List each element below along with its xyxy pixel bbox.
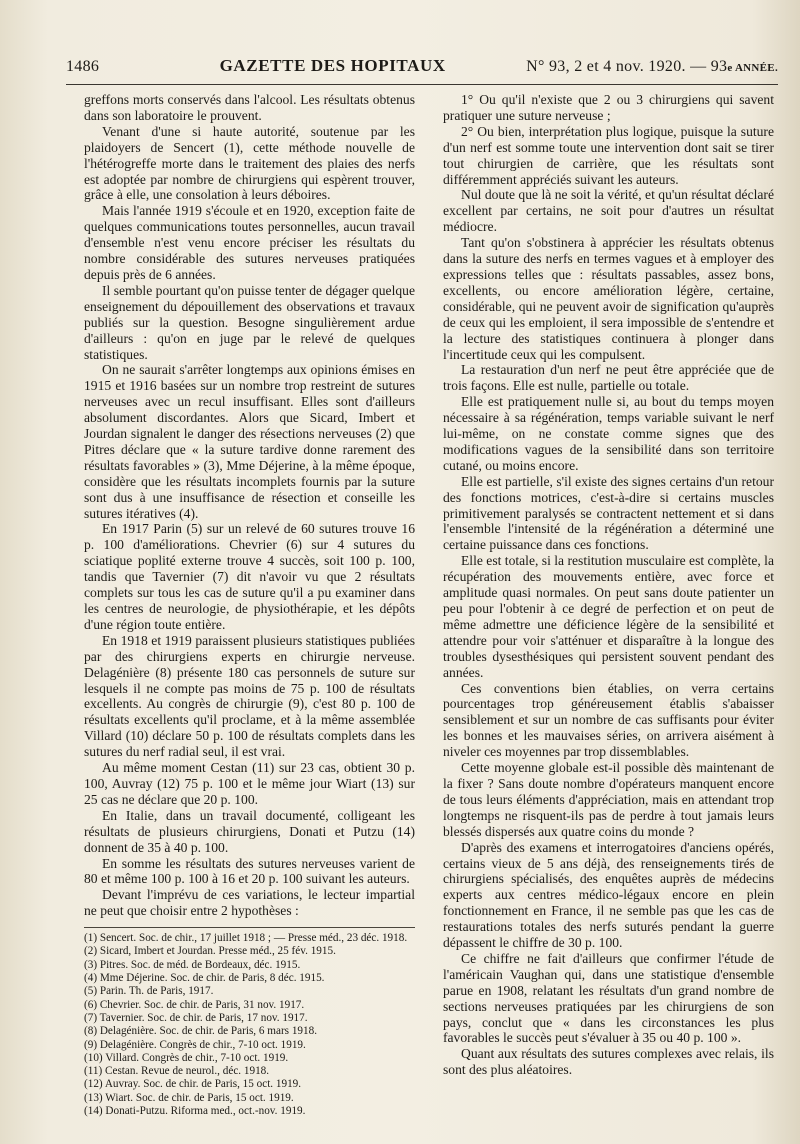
paragraph: greffons morts conservés dans l'alcool. Les résultats obtenus dans son laboratoire le prouvent. (84, 92, 415, 123)
paragraph: Venant d'une si haute autorité, soutenue par les plaidoyers de Sencert (1), cette méthode nouvelle de l'hétérogreffe morte dans le traitement des plaies des nerfs est adoptée par nombre de chirurgiens qui espèrent trouver, grâce à elle, une consolation à leurs déboires. (84, 123, 415, 203)
paragraph: Nul doute que là ne soit la vérité, et qu'un résultat déclaré excellent par certains, ne soit pour d'autres un résultat médiocre. (443, 187, 774, 235)
left-column (84, 92, 415, 1134)
footnote: (6) Chevrier. Soc. de chir. de Paris, 31 nov. 1917. (84, 998, 305, 1011)
footnote: (5) Parin. Th. de Paris, 1917. (84, 985, 214, 998)
paragraph: 2° Ou bien, interprétation plus logique, puisque la suture d'un nerf est somme toute une intervention dont sait se tirer tout chirurgien de carrière, que les résultats sont différemment appréciés suivant les auteurs. (443, 123, 774, 187)
footnotes (84, 932, 415, 1118)
paragraph: La restauration d'un nerf ne peut être appréciée que de trois façons. Elle est nulle, partielle ou totale. (443, 362, 774, 394)
paragraph: En 1918 et 1919 paraissent plusieurs statistiques publiées par des chirurgiens experts en chirurgie nerveuse. Delagénière (8) présente 180 cas personnels de suture sur lesquels il ne compte pas moins de 75 p. 100 de résultats excellents. Au congrès de chirurgie (9), c'est 80 p. 100 de résultats excellents qu'il proclame, et à la même assemblée Villard (10) déclare 50 p. 100 de résultats complets dans les sutures du nerf radial seul, il est vrai. (84, 632, 415, 760)
footnote: (12) Auvray. Soc. de chir. de Paris, 15 oct. 1919. (84, 1078, 302, 1091)
paragraph: On ne saurait s'arrêter longtemps aux opinions émises en 1915 et 1916 basées sur un nombre trop restreint de sutures nerveuses avec un recul insuffisant. Elles sont d'ailleurs absolument discordantes. Alors que Sicard, Imbert et Jourdan signalent le danger des résections nerveuses (2) que Pitres déclare que « la suture tardive donne rarement des résultats favorables » (3), Mme Déjerine, à la même époque, considère que les résultats incomplets fournis par la suture sont dus à une insuffisance de résection et conseille les sutures itératives (4). (84, 362, 415, 521)
paragraph: 1° Ou qu'il n'existe que 2 ou 3 chirurgiens qui savent pratiquer une suture nerveuse ; (443, 92, 774, 123)
paragraph: Il semble pourtant qu'on puisse tenter de dégager quelque enseignement du dépouillement des observations et travaux publiés sur la question. Besogne singulièrement ardue d'ailleurs : qu'on en juge par le relevé de quelques statistiques. (84, 282, 415, 362)
footnote: (10) Villard. Congrès de chir., 7-10 oct. 1919. (84, 1051, 289, 1064)
paragraph: Elle est pratiquement nulle si, au bout du temps moyen nécessaire à sa régénération, temps variable suivant le nerf lui-même, on ne constate comme signes que des modifications vagues de la sensibilité dans son territoire cutané, ou moins encore. (443, 394, 774, 473)
page-number: 1486 (66, 58, 100, 75)
paragraph: Cette moyenne globale est-il possible dès maintenant de la fixer ? Sans doute nombre d'opérateurs manquent encore de tous leurs éléments d'appréciation, mais en attendant trop longtemps ne risquent-ils pas de perdre à tout jamais leurs blessés dispersés aux quatre coins du monde ? (443, 760, 774, 839)
footnotes-separator (84, 927, 415, 928)
article-columns (84, 92, 774, 1134)
paragraph: Elle est partielle, s'il existe des signes certains d'un retour des fonctions motrices, c'est-à-dire si certains muscles primitivement paralysés se contractent nettement et si dans l'ensemble l'intensité de la régénération a déterminé une certaine puissance dans ces fonctions. (443, 473, 774, 553)
footnote: (14) Donati-Putzu. Riforma med., oct.-nov. 1919. (84, 1104, 306, 1117)
footnote: (7) Tavernier. Soc. de chir. de Paris, 17 nov. 1917. (84, 1011, 308, 1024)
right-column (443, 92, 774, 1134)
left-paragraphs (84, 92, 415, 919)
footnote: (9) Delagénière. Congrès de chir., 7-10 oct. 1919. (84, 1038, 306, 1051)
paragraph: En 1917 Parin (5) sur un relevé de 60 sutures trouve 16 p. 100 d'améliorations. Chevrier (6) sur 4 sutures du sciatique poplité externe trouve 4 succès, soit 100 p. 100, tandis que Tavernier (7) dit n'avoir vu que 2 résultats complets sur tous les cas de suture qu'il a pu examiner dans les centres de neurologie, de physiothérapie, et les dépôts d'une région toute entière. (84, 521, 415, 632)
paragraph: En somme les résultats des sutures nerveuses varient de 80 et même 100 p. 100 à 16 et 20 p. 100 suivant les auteurs. (84, 855, 415, 887)
footnote: (8) Delagénière. Soc. de chir. de Paris, 6 mars 1918. (84, 1025, 318, 1038)
paragraph: Mais l'année 1919 s'écoule et en 1920, exception faite de quelques communications toutes personnelles, aucun travail d'ensemble n'est venu encore préciser les résultats du nombre considérable des sutures nerveuses pratiquées depuis près de 6 années. (84, 203, 415, 282)
issue-info (526, 58, 778, 76)
paragraph: Quant aux résultats des sutures complexes avec relais, ils sont des plus aléatoires. (443, 1046, 774, 1078)
issue-suffix: e ANNÉE. (727, 62, 778, 74)
footnote: (11) Cestan. Revue de neurol., déc. 1918. (84, 1065, 270, 1078)
paragraph: Ces conventions bien établies, on verra certains pourcentages trop généreusement établis s'abaisser sensiblement et sur un nombre de cas suffisants pour éviter les bonnes et les mauvaises séries, on arrivera aisément à niveler ces moyennes par trop dissemblables. (443, 680, 774, 760)
paragraph: Au même moment Cestan (11) sur 23 cas, obtient 30 p. 100, Auvray (12) 75 p. 100 et le même jour Wiart (13) sur 25 cas ne déclare que 20 p. 100. (84, 760, 415, 807)
paragraph: Ce chiffre ne fait d'ailleurs que confirmer l'étude de l'américain Vaughan qui, dans une statistique d'ensemble parue en 1908, relatant les résultats d'un grand nombre de sections nerveuses pratiquées par les chirurgiens de son pays, conclut que « dans les circonstances les plus favorables le succès peut s'évaluer à 35 ou 40 p. 100 ». (443, 950, 774, 1046)
issue-text: N° 93, 2 et 4 nov. 1920. — 93 (526, 58, 728, 75)
paragraph: D'après des examens et interrogatoires d'anciens opérés, certains vieux de 5 ans déjà, des renseignements tirés de chirurgiens spécialisés, des enquêtes auprès de médecins experts aux centres médico-légaux encore en plein fonctionnement en France, il ne semble pas que les cas de restaurations totales des nerfs suturés pendant la guerre dépassent le chiffre de 30 p. 100. (443, 839, 774, 951)
journal-title: GAZETTE DES HOPITAUX (219, 56, 446, 75)
paragraph: En Italie, dans un travail documenté, colligeant les résultats de plusieurs chirurgiens, Donati et Putzu (14) donnent de 35 à 40 p. 100. (84, 807, 415, 855)
footnote: (2) Sicard, Imbert et Jourdan. Presse méd., 25 fév. 1915. (84, 945, 336, 958)
footnote: (3) Pitres. Soc. de méd. de Bordeaux, déc. 1915. (84, 958, 301, 971)
paragraph: Tant qu'on s'obstinera à apprécier les résultats obtenus dans la suture des nerfs en termes vagues et à employer des expressions telles que : résultats passables, assez bons, excellents, ou encore amélioration légère, certaine, considérable, qui ne peuvent avoir de signification qu'auprès de ceux qui les emploient, il sera impossible de s'entendre et la lecture des statistiques continuera à plonger dans l'incertitude ceux qui les compulsent. (443, 235, 774, 362)
header-rule (66, 84, 778, 85)
footnote: (1) Sencert. Soc. de chir., 17 juillet 1918 ; — Presse méd., 23 déc. 1918. (84, 932, 408, 945)
footnote: (4) Mme Déjerine. Soc. de chir. de Paris, 8 déc. 1915. (84, 972, 325, 985)
footnote: (13) Wiart. Soc. de chir. de Paris, 15 oct. 1919. (84, 1091, 294, 1104)
paragraph: Elle est totale, si la restitution musculaire est complète, la récupération des mouvements entière, avec force et amplitude quasi normales. On peut sans doute patienter un peu pour l'obtenir à ce degré de perfection et on peut de même admettre une déficience légère de la sensibilité et attendre pour voir s'atténuer et disparaître à la longue des troubles dysesthésiques qui persistent souvent pendant des années. (443, 553, 774, 680)
page-header (66, 50, 778, 76)
paragraph: Devant l'imprévu de ces variations, le lecteur impartial ne peut que choisir entre 2 hypothèses : (84, 887, 415, 919)
right-paragraphs (443, 92, 774, 1078)
